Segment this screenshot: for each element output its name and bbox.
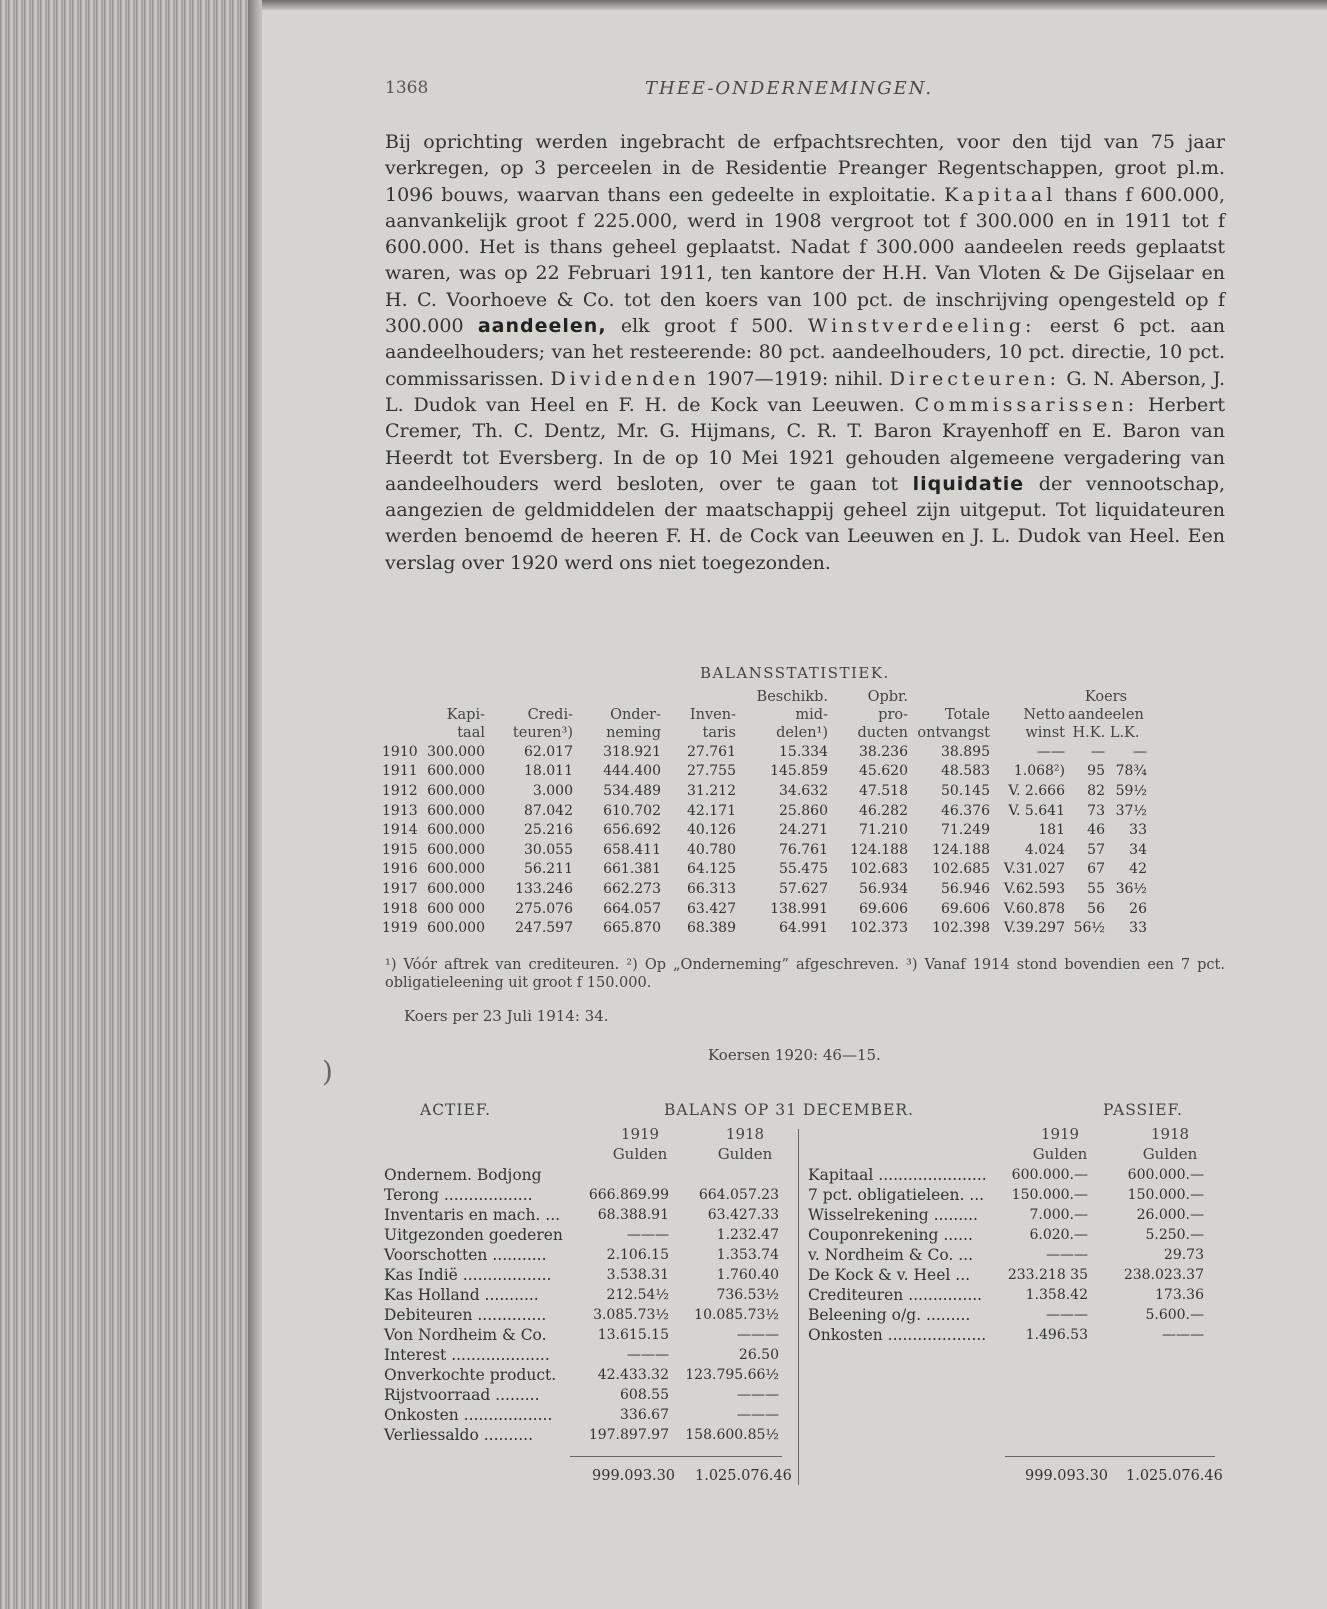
stats-cell: 69.606	[941, 900, 990, 917]
text-p5: 1907—1919: nihil.	[706, 367, 884, 390]
stats-cell: 46.376	[941, 802, 990, 819]
stats-cell: 600.000	[427, 763, 485, 780]
stats-cell: 56.211	[524, 861, 573, 878]
koersen-1920: Koersen 1920: 46—15.	[708, 1046, 881, 1064]
stats-cell: 610.702	[603, 802, 661, 819]
stats-cell: V. 2.666	[1008, 782, 1065, 799]
passief-label: Wisselrekening .........	[808, 1206, 978, 1224]
actief-sum-rule	[570, 1456, 782, 1457]
stats-cell: 56½	[1073, 920, 1105, 937]
liquidatie-bold: liquidatie	[912, 472, 1025, 495]
stats-cell: 87.042	[524, 802, 573, 819]
actief-value-1919: 212.54½	[606, 1287, 669, 1303]
passief-label: 7 pct. obligatieleen. ...	[808, 1186, 985, 1204]
stats-footnote: ¹) Vóór aftrek van crediteuren. ²) Op „Onderneming” afgeschreven. ³) Vanaf 1914 stond bovendien een 7 pct. obligatieleening uit groot f 150.000.	[385, 957, 1225, 991]
actief-label: Ondernem. Bodjong	[384, 1166, 542, 1184]
header-kapitaal-line1: Kapi-	[446, 707, 485, 723]
passief-value-1918: 26.000.—	[1136, 1207, 1204, 1223]
actief-col-1918-year: 1918	[725, 1125, 765, 1143]
passief-value-1919: 7.000.—	[1029, 1207, 1088, 1223]
actief-row	[384, 1265, 794, 1285]
kapitaal-label: Kapitaal	[944, 183, 1057, 206]
stats-cell: ——	[1037, 743, 1065, 760]
stats-cell: 63.427	[687, 900, 736, 917]
stats-cell: 64.991	[779, 920, 828, 937]
stats-cell: 57	[1087, 841, 1105, 858]
actief-value-1919: 13.615.15	[597, 1327, 669, 1343]
passief-row	[808, 1245, 1218, 1265]
actief-row	[384, 1345, 794, 1365]
actief-label: Inventaris en mach. ...	[384, 1206, 561, 1224]
actief-value-1919: 3.085.73½	[593, 1307, 669, 1323]
aandeelen-bold: aandeelen,	[477, 315, 607, 338]
actief-total-1918: 1.025.076.46	[695, 1468, 792, 1484]
stats-cell: 33	[1129, 920, 1147, 937]
header-koers-lk: L.K.	[1109, 725, 1140, 741]
dividenden-label: Dividenden	[550, 367, 700, 390]
stats-cell: 138.991	[770, 900, 828, 917]
stats-cell: 275.076	[515, 900, 573, 917]
passief-value-1919: 150.000.—	[1011, 1187, 1088, 1203]
actief-value-1918: 736.53½	[716, 1287, 779, 1303]
actief-row	[384, 1325, 794, 1345]
actief-value-1918: 158.600.85½	[685, 1427, 779, 1443]
stats-cell: 444.400	[603, 763, 661, 780]
actief-value-1918: 1.232.47	[716, 1227, 779, 1243]
passief-label: De Kock & v. Heel ...	[808, 1266, 971, 1284]
balans-passief-label: PASSIEF.	[1103, 1101, 1183, 1119]
stats-cell: 45.620	[859, 763, 908, 780]
actief-col-1918	[700, 1124, 790, 1164]
actief-label: Kas Indië ..................	[384, 1266, 552, 1284]
actief-label: Rijstvoorraad .........	[384, 1386, 540, 1404]
stats-cell: 102.398	[932, 920, 990, 937]
actief-row	[384, 1405, 794, 1425]
actief-col-1919-year: 1919	[620, 1125, 660, 1143]
stats-cell: 124.188	[932, 841, 990, 858]
stats-cell: 64.125	[687, 861, 736, 878]
stats-row	[382, 899, 1147, 919]
stats-cell: 600.000	[427, 782, 485, 799]
stats-cell: 665.870	[603, 920, 661, 937]
passief-value-1918: 150.000.—	[1127, 1187, 1204, 1203]
passief-row	[808, 1325, 1218, 1345]
stats-cell: 1910	[382, 743, 418, 760]
stats-cell: 46	[1087, 822, 1105, 839]
passief-label: Beleening o/g. .........	[808, 1306, 971, 1324]
actief-row	[384, 1385, 794, 1405]
stats-row	[382, 801, 1147, 821]
passief-value-1919: ———	[1046, 1247, 1088, 1263]
actief-value-1918: 123.795.66½	[685, 1367, 779, 1383]
stats-cell: 95	[1087, 763, 1105, 780]
stats-cell: 30.055	[524, 841, 573, 858]
passief-sum-rule	[1005, 1456, 1215, 1457]
balans-actief-label: ACTIEF.	[420, 1101, 492, 1119]
passief-row	[808, 1265, 1218, 1285]
passief-value-1918: 600.000.—	[1127, 1167, 1204, 1183]
stats-cell: 1916	[382, 861, 418, 878]
actief-label: Interest ....................	[384, 1346, 550, 1364]
stats-row	[382, 742, 1147, 762]
passief-value-1918: 238.023.37	[1123, 1267, 1204, 1283]
stats-cell: 600 000	[427, 900, 485, 917]
passief-label: Onkosten ....................	[808, 1326, 987, 1344]
winstverdeeling-label: Winstverdeeling:	[807, 315, 1036, 338]
header-inventaris-line1: Inven-	[689, 707, 736, 723]
stats-cell: 42	[1129, 861, 1147, 878]
header-opbr-line1: Opbr.	[867, 689, 908, 705]
actief-value-1919: ———	[627, 1347, 669, 1363]
stats-cell: 56.946	[941, 880, 990, 897]
stats-cell: 62.017	[524, 743, 573, 760]
actief-label: Onverkochte product.	[384, 1366, 557, 1384]
actief-value-1919: 197.897.97	[588, 1427, 669, 1443]
actief-label: Voorschotten ...........	[384, 1246, 547, 1264]
passief-value-1919: 1.358.42	[1025, 1287, 1088, 1303]
stats-cell: V.62.593	[1003, 880, 1065, 897]
stats-cell: 18.011	[524, 763, 573, 780]
stats-cell: V.60.878	[1003, 900, 1065, 917]
text-p7: Herbert Cremer, Th. C. Dentz, Mr. G. Hijmans, C. R. T. Baron Krayenhoff en E. Baron van Heerdt tot Eversberg. In de op 10 Mei 1921 gehouden algemeene vergadering van aandeelhouders werd besloten, over te gaan tot	[385, 393, 1226, 495]
actief-row	[384, 1205, 794, 1225]
koers-1914: Koers per 23 Juli 1914: 34.	[404, 1007, 609, 1025]
stats-row	[382, 820, 1147, 840]
stats-cell: 56.934	[859, 880, 908, 897]
stats-cell: 33	[1129, 822, 1147, 839]
stats-cell: 24.271	[779, 822, 828, 839]
stats-cell: 181	[1038, 822, 1065, 839]
stats-cell: 1.068²)	[1013, 763, 1065, 780]
actief-value-1919: 608.55	[620, 1387, 669, 1403]
header-inventaris	[661, 688, 736, 742]
stats-cell: 73	[1087, 802, 1105, 819]
stats-cell: 34.632	[779, 782, 828, 799]
header-bes-line1: Beschikb.	[756, 689, 828, 705]
stats-cell: 1912	[382, 782, 418, 799]
header-netto-winst	[990, 688, 1065, 742]
text-p4: eerst 6 pct. aan aandeelhouders; van het resteerende: 80 pct. aandeelhouders, 10 pct. directie, 10 pct. commissarissen.	[385, 315, 1225, 390]
passief-value-1919: 1.496.53	[1025, 1327, 1088, 1343]
passief-col-1919-unit: Gulden	[1032, 1145, 1088, 1163]
stats-cell: 42.171	[687, 802, 736, 819]
actief-value-1919: 336.67	[620, 1407, 669, 1423]
stats-cell: 40.126	[687, 822, 736, 839]
stats-cell: 34	[1129, 841, 1147, 858]
stats-cell: 600.000	[427, 880, 485, 897]
header-bes-line2: mid-	[795, 707, 828, 723]
page-number: 1368	[385, 78, 429, 98]
passief-value-1918: 5.600.—	[1145, 1307, 1204, 1323]
stats-cell: 662.273	[603, 880, 661, 897]
stats-cell: 1917	[382, 880, 418, 897]
stats-cell: 66.313	[687, 880, 736, 897]
stats-cell: 55	[1087, 880, 1105, 897]
header-koers-aandeelen	[1065, 688, 1147, 742]
header-crediteuren	[485, 688, 573, 742]
stats-cell: 26	[1129, 900, 1147, 917]
stats-cell: 1919	[382, 920, 418, 937]
header-koers-line1: Koers	[1084, 689, 1128, 705]
stats-cell: 78¾	[1115, 763, 1147, 780]
stats-cell: 1915	[382, 841, 418, 858]
stats-row	[382, 762, 1147, 782]
company-description-paragraph	[385, 129, 1225, 576]
stats-cell: 36½	[1115, 880, 1147, 897]
passief-label: v. Nordheim & Co. ...	[808, 1246, 974, 1264]
actief-value-1919: 68.388.91	[597, 1207, 669, 1223]
stats-row	[382, 781, 1147, 801]
passief-label: Couponrekening ......	[808, 1226, 973, 1244]
actief-row	[384, 1165, 794, 1185]
actief-value-1919: 666.869.99	[588, 1187, 669, 1203]
header-net-line2: winst	[1025, 725, 1065, 741]
passief-total-1918: 1.025.076.46	[1126, 1468, 1223, 1484]
actief-row	[384, 1225, 794, 1245]
stats-cell: V.31.027	[1003, 861, 1065, 878]
stats-cell: 658.411	[603, 841, 661, 858]
actief-label: Onkosten ..................	[384, 1406, 553, 1424]
actief-value-1918: ———	[737, 1387, 779, 1403]
stats-cell: 124.188	[850, 841, 908, 858]
stats-cell: —	[1091, 743, 1105, 760]
stats-cell: 57.627	[779, 880, 828, 897]
stats-cell: 82	[1087, 782, 1105, 799]
header-opbr-line2: pro-	[878, 707, 908, 723]
passief-value-1918: 173.36	[1155, 1287, 1204, 1303]
stats-cell: 664.057	[603, 900, 661, 917]
stats-cell: 102.683	[850, 861, 908, 878]
header-year	[382, 688, 427, 742]
stats-cell: 600.000	[427, 841, 485, 858]
header-bes-line3: delen¹)	[776, 725, 828, 741]
stats-cell: 40.780	[687, 841, 736, 858]
actief-row	[384, 1285, 794, 1305]
actief-row	[384, 1305, 794, 1325]
stats-cell: 4.024	[1024, 841, 1065, 858]
stats-cell: 48.583	[941, 763, 990, 780]
header-opbr-line3: ducten	[857, 725, 908, 741]
stats-cell: 68.389	[687, 920, 736, 937]
stats-cell: 69.606	[859, 900, 908, 917]
actief-value-1918: 1.353.74	[716, 1247, 779, 1263]
stats-cell: 1913	[382, 802, 418, 819]
stats-cell: 318.921	[603, 743, 661, 760]
stats-cell: 600.000	[427, 920, 485, 937]
passief-row	[808, 1185, 1218, 1205]
stats-cell: 56	[1087, 900, 1105, 917]
stats-cell: 102.685	[932, 861, 990, 878]
balansstatistiek-table	[382, 688, 1147, 938]
actief-row	[384, 1365, 794, 1385]
actief-col-1919-unit: Gulden	[612, 1145, 668, 1163]
actief-value-1919: 2.106.15	[606, 1247, 669, 1263]
passief-col-1918-year: 1918	[1150, 1125, 1190, 1143]
passief-col-1919	[1015, 1124, 1105, 1164]
passief-col-1919-year: 1919	[1040, 1125, 1080, 1143]
stats-cell: 27.755	[687, 763, 736, 780]
actief-row	[384, 1425, 794, 1445]
stats-row	[382, 860, 1147, 880]
passief-row	[808, 1205, 1218, 1225]
stats-cell: 38.895	[941, 743, 990, 760]
page-top-shadow	[262, 0, 1327, 10]
passief-label: Crediteuren ...............	[808, 1286, 983, 1304]
stats-cell: 145.859	[770, 763, 828, 780]
stats-cell: 55.475	[779, 861, 828, 878]
header-crediteuren-line2: teuren³)	[512, 725, 573, 741]
directeuren-label: Directeuren:	[889, 367, 1061, 390]
header-inventaris-line2: taris	[702, 725, 736, 741]
header-tot-line1: Totale	[945, 707, 990, 723]
passief-value-1918: 5.250.—	[1145, 1227, 1204, 1243]
stats-cell: 1911	[382, 763, 418, 780]
passief-total-1919: 999.093.30	[1025, 1468, 1109, 1484]
header-tot-line2: ontvangst	[917, 725, 990, 741]
stats-cell: 661.381	[603, 861, 661, 878]
stats-cell: 102.373	[850, 920, 908, 937]
actief-list	[384, 1165, 794, 1445]
stats-cell: 25.216	[524, 822, 573, 839]
header-totale-ontvangst	[908, 688, 990, 742]
stats-cell: 47.518	[859, 782, 908, 799]
actief-label: Uitgezonden goederen	[384, 1226, 563, 1244]
stats-cell: 656.692	[603, 822, 661, 839]
passief-list	[808, 1165, 1218, 1345]
passief-row	[808, 1225, 1218, 1245]
passief-value-1918: ———	[1162, 1327, 1204, 1343]
actief-value-1919: 3.538.31	[606, 1267, 669, 1283]
stats-cell: 31.212	[687, 782, 736, 799]
actief-value-1918: 10.085.73½	[694, 1307, 779, 1323]
stats-cell: 25.860	[779, 802, 828, 819]
header-net-line1: Netto	[1023, 707, 1065, 723]
header-beschikb-middelen	[736, 688, 828, 742]
stats-row	[382, 840, 1147, 860]
running-title: THEE-ONDERNEMINGEN.	[645, 78, 934, 99]
stats-cell: 300.000	[427, 743, 485, 760]
stats-cell: 71.210	[859, 822, 908, 839]
passief-value-1918: 29.73	[1163, 1247, 1204, 1263]
stats-cell: 37½	[1115, 802, 1147, 819]
stats-cell: 50.145	[941, 782, 990, 799]
stats-cell: V. 5.641	[1008, 802, 1065, 819]
text-p6: G. N. Aberson, J. L. Dudok van Heel en F. H. de Kock van Leeuwen.	[385, 367, 1226, 416]
stats-cell: 15.334	[779, 743, 828, 760]
header-kapitaal-line2: taal	[457, 725, 485, 741]
balans-column-divider	[798, 1129, 799, 1485]
stats-header-row	[382, 688, 1147, 742]
actief-value-1918: 664.057.23	[698, 1187, 779, 1203]
passief-col-1918-unit: Gulden	[1142, 1145, 1198, 1163]
passief-label: Kapitaal ......................	[808, 1166, 987, 1184]
stats-cell: 3.000	[532, 782, 573, 799]
stats-cell: 600.000	[427, 802, 485, 819]
stats-cell: 247.597	[515, 920, 573, 937]
stats-cell: 76.761	[779, 841, 828, 858]
actief-value-1918: 1.760.40	[716, 1267, 779, 1283]
stats-cell: 133.246	[515, 880, 573, 897]
header-onderneming-line2: neming	[606, 725, 661, 741]
actief-row	[384, 1245, 794, 1265]
header-onderneming-line1: Onder-	[610, 707, 661, 723]
actief-label: Von Nordheim & Co.	[384, 1326, 547, 1344]
passief-row	[808, 1305, 1218, 1325]
actief-value-1918: ———	[737, 1327, 779, 1343]
stats-row	[382, 879, 1147, 899]
stats-cell: 46.282	[859, 802, 908, 819]
actief-label: Kas Holland ...........	[384, 1286, 539, 1304]
stats-body	[382, 742, 1147, 938]
stats-cell: 71.249	[941, 822, 990, 839]
passief-value-1919: 233.218 35	[1007, 1267, 1088, 1283]
stats-cell: 534.489	[603, 782, 661, 799]
stats-cell: 600.000	[427, 861, 485, 878]
actief-value-1919: ———	[627, 1227, 669, 1243]
text-p2: thans f 600.000, aanvankelijk groot f 225.000, werd in 1908 vergroot tot f 300.000 en in 1911 tot f 600.000. Het is thans geheel geplaatst. Nadat f 300.000 aandeelen reeds geplaatst waren, was op 22 Februari 1911, ten kantore der H.H. Van Vloten & De Gijselaar en H. C. Voorhoeve & Co. tot den koers van 100 pct. de inschrijving opengesteld op f 300.000	[385, 183, 1225, 338]
actief-value-1918: 63.427.33	[707, 1207, 779, 1223]
actief-total-1919: 999.093.30	[592, 1468, 676, 1484]
actief-label: Terong ..................	[384, 1186, 533, 1204]
commissarissen-label: Commissarissen:	[914, 393, 1139, 416]
stats-cell: 38.236	[859, 743, 908, 760]
book-binding-page-stack	[0, 0, 262, 1609]
passief-row	[808, 1165, 1218, 1185]
actief-label: Verliessaldo ..........	[384, 1426, 533, 1444]
passief-value-1919: 6.020.—	[1029, 1227, 1088, 1243]
passief-value-1919: 600.000.—	[1011, 1167, 1088, 1183]
margin-mark: )	[322, 1055, 333, 1088]
stats-cell: —	[1133, 743, 1147, 760]
header-koers-hk: H.K.	[1072, 725, 1106, 741]
stats-cell: 1918	[382, 900, 418, 917]
stats-cell: 600.000	[427, 822, 485, 839]
actief-value-1919: 42.433.32	[597, 1367, 669, 1383]
actief-label: Debiteuren ..............	[384, 1306, 547, 1324]
text-p8: der vennootschap, aangezien de geldmiddelen der maatschappij geheel zijn uitgeput. Tot liquidateuren werden benoemd de heeren F. H. de Cock van Leeuwen en J. L. Dudok van Heel. Een verslag over 1920 werd ons niet toegezonden.	[385, 472, 1225, 574]
actief-value-1918: 26.50	[738, 1347, 779, 1363]
header-crediteuren-line1: Credi-	[527, 707, 573, 723]
balansstatistiek-title: BALANSSTATISTIEK.	[700, 664, 890, 682]
stats-cell: 67	[1087, 861, 1105, 878]
stats-row	[382, 918, 1147, 938]
header-onderneming	[573, 688, 661, 742]
header-kapitaal	[427, 688, 485, 742]
stats-cell: V.39.297	[1003, 920, 1065, 937]
stats-cell: 27.761	[687, 743, 736, 760]
actief-row	[384, 1185, 794, 1205]
text-p1: Bij oprichting werden ingebracht de erfpachtsrechten, voor den tijd van 75 jaar verkregen, op 3 perceelen in de Residentie Preanger Regentschappen, groot pl.m. 1096 bouws, waarvan thans een gedeelte in exploitatie.	[385, 131, 1225, 206]
running-head	[385, 78, 1185, 104]
header-opbr-producten	[828, 688, 908, 742]
text-p3: elk groot f 500.	[620, 315, 794, 338]
passief-row	[808, 1285, 1218, 1305]
passief-value-1919: ———	[1046, 1307, 1088, 1323]
stats-cell: 59½	[1115, 782, 1147, 799]
actief-value-1918: ———	[737, 1407, 779, 1423]
balans-title: BALANS OP 31 DECEMBER.	[664, 1101, 914, 1119]
actief-col-1918-unit: Gulden	[717, 1145, 773, 1163]
passief-col-1918	[1125, 1124, 1215, 1164]
header-koers-line2: aandeelen	[1068, 707, 1144, 723]
stats-cell: 1914	[382, 822, 418, 839]
actief-col-1919	[595, 1124, 685, 1164]
